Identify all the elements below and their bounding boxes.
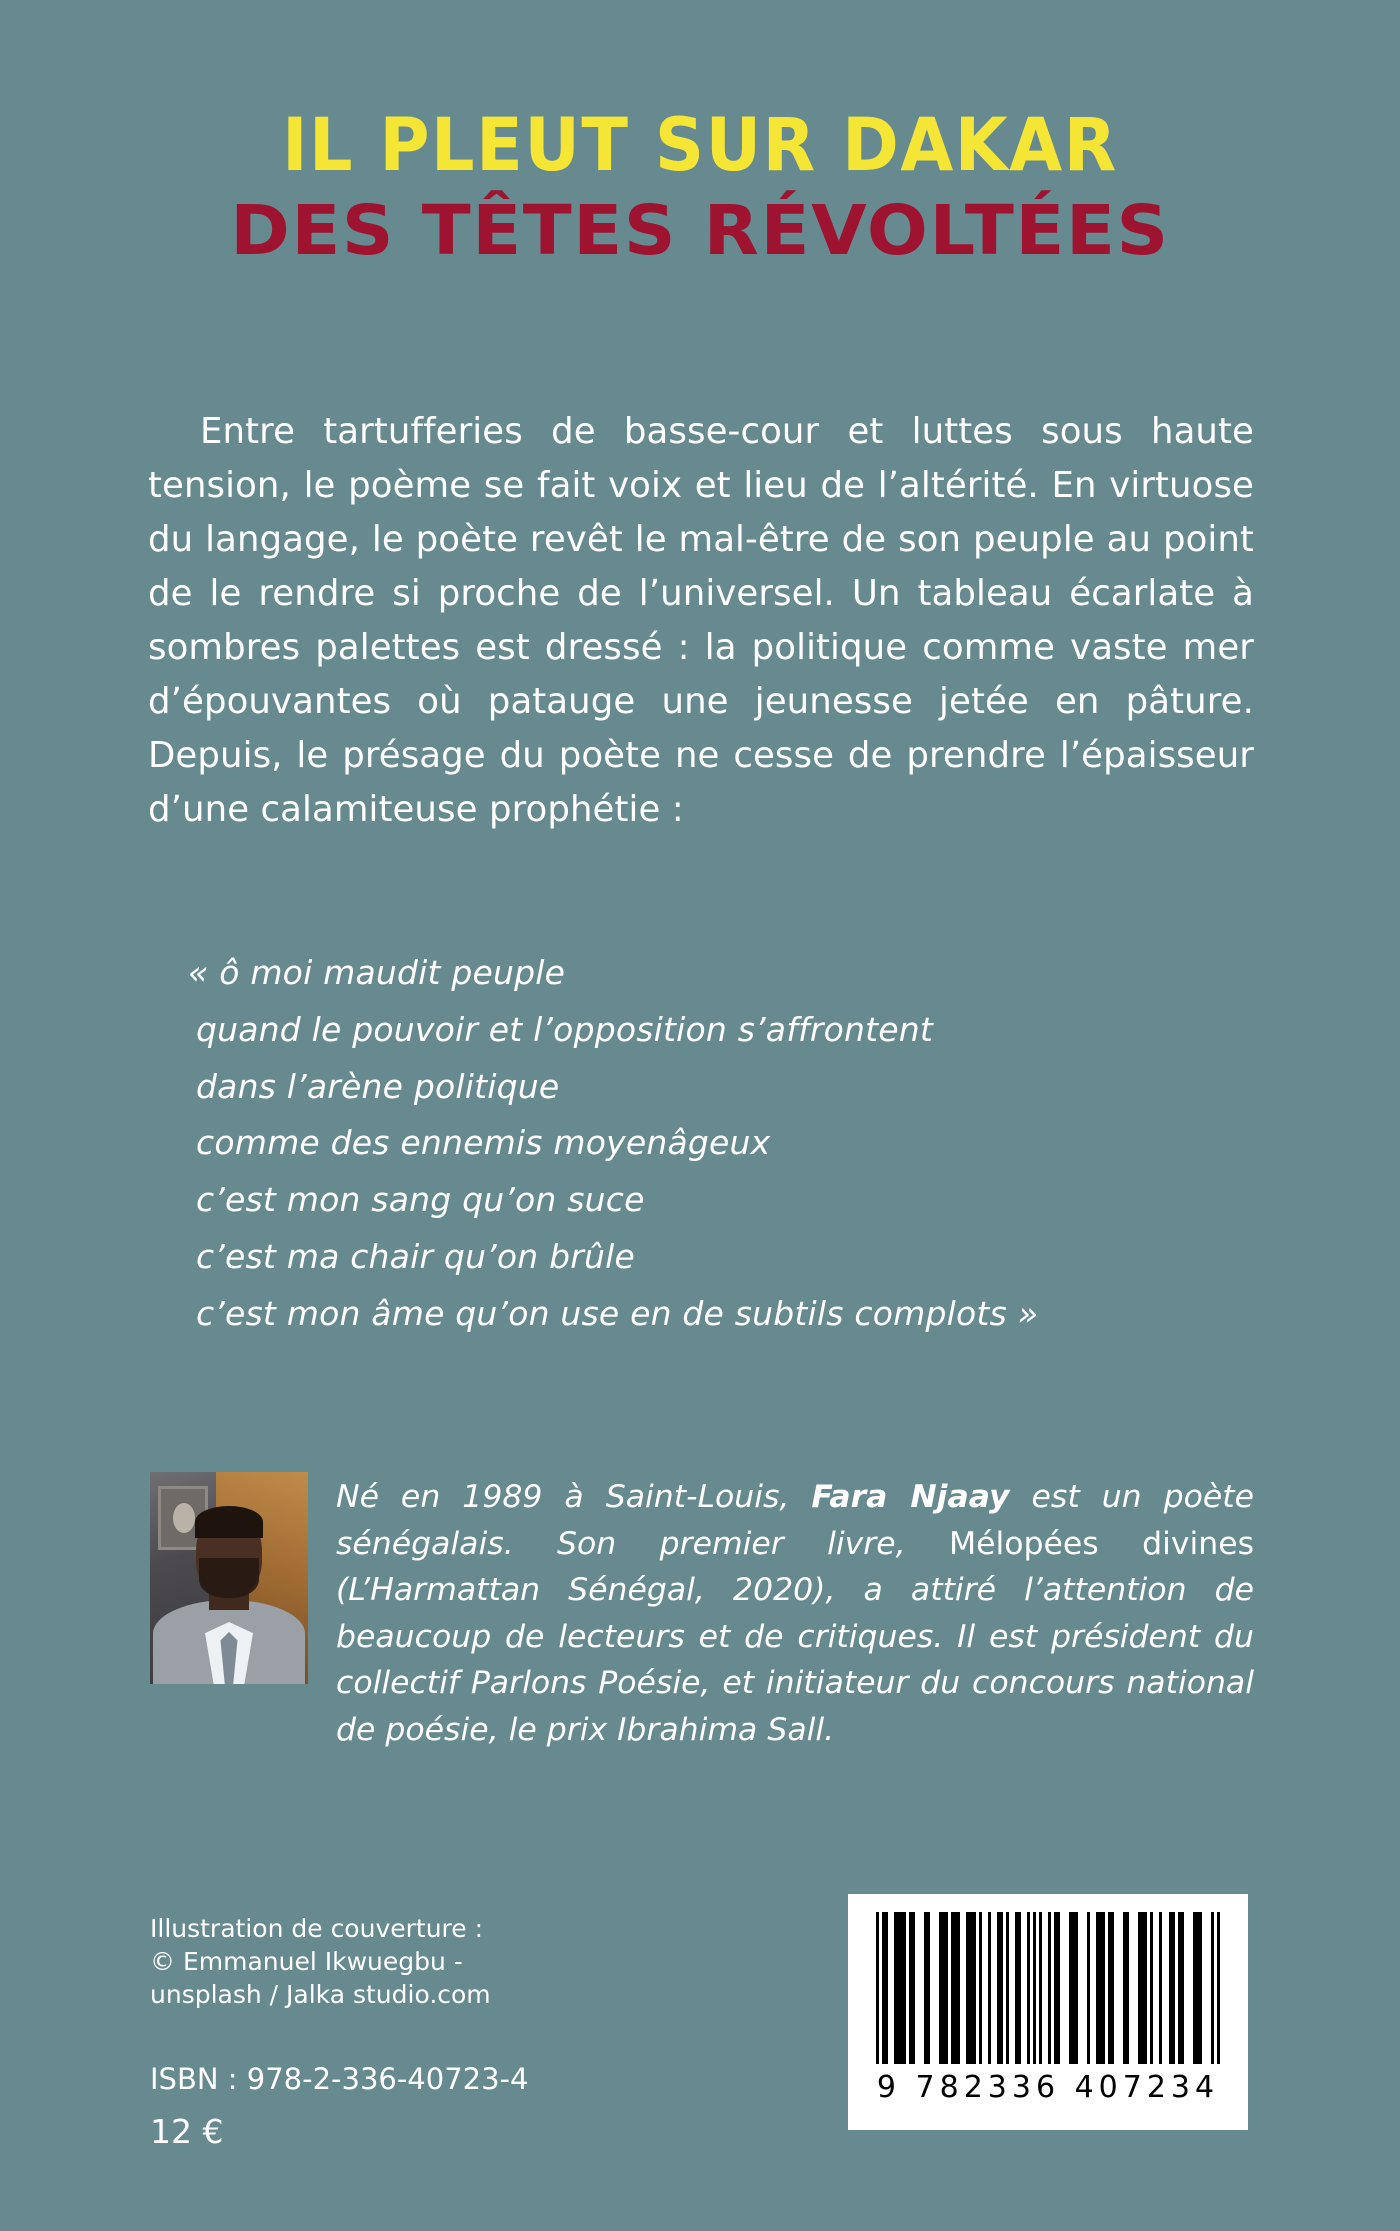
author-portrait-photo xyxy=(150,1472,308,1684)
author-bio-text: Né en 1989 à Saint-Louis, Fara Njaay est un poète sénégalais. Son premier livre, Mélopées divines (L’Harmattan Sénégal, 2020), a attiré l’attention de beaucoup de lecteurs et de critiques. Il est président du collectif Parlons Poésie, et initiateur du concours national de poésie, le prix Ibrahima Sall. xyxy=(336,1479,1254,1749)
credit-line: Illustration de couverture : xyxy=(150,1914,484,1943)
poem-line: c’est mon âme qu’on use en de subtils complots » xyxy=(196,1293,1039,1333)
credit-line: © Emmanuel Ikwuegbu - xyxy=(150,1947,463,1976)
poem-line: dans l’arène politique xyxy=(196,1066,560,1106)
poem-line: quand le pouvoir et l’opposition s’affrontent xyxy=(196,1009,934,1049)
credit-line: unsplash / Jalka studio.com xyxy=(150,1980,491,2009)
book-title-line-2: DES TÊTES RÉVOLTÉES xyxy=(230,190,1170,271)
barcode-digits: 9 782336 407234 xyxy=(876,2070,1220,2105)
isbn-text: ISBN : 978-2-336-40723-4 xyxy=(150,2062,529,2096)
back-cover-blurb: Entre tartufferies de basse-cour et luttes sous haute tension, le poème se fait voix et lieu de l’altérité. En virtuose du langage, le poète revêt le mal-être de son peuple au point de le rendre si proche de l’universel. Un tableau écarlate à sombres palettes est dressé : la politique comme vaste mer d’épouvantes où patauge une jeunesse jetée en pâture. Depuis, le présage du poète ne cesse de prendre l’épaisseur d’une calamiteuse prophétie : xyxy=(148,411,1254,830)
poem-line: c’est ma chair qu’on brûle xyxy=(196,1236,635,1276)
poem-line: c’est mon sang qu’on suce xyxy=(196,1180,645,1219)
book-title-line-1: IL PLEUT SUR DAKAR xyxy=(282,103,1118,188)
cover-illustration-credits xyxy=(150,1912,670,2011)
author-bio-section xyxy=(150,1472,1254,1754)
barcode xyxy=(848,1894,1248,2130)
poem-excerpt xyxy=(188,945,1296,1342)
price-text: 12 € xyxy=(150,2112,224,2151)
poem-line: « ô moi maudit peuple xyxy=(188,953,566,992)
title-block xyxy=(0,103,1400,271)
barcode-bars xyxy=(876,1912,1220,2064)
poem-line: comme des ennemis moyenâgeux xyxy=(196,1123,771,1163)
